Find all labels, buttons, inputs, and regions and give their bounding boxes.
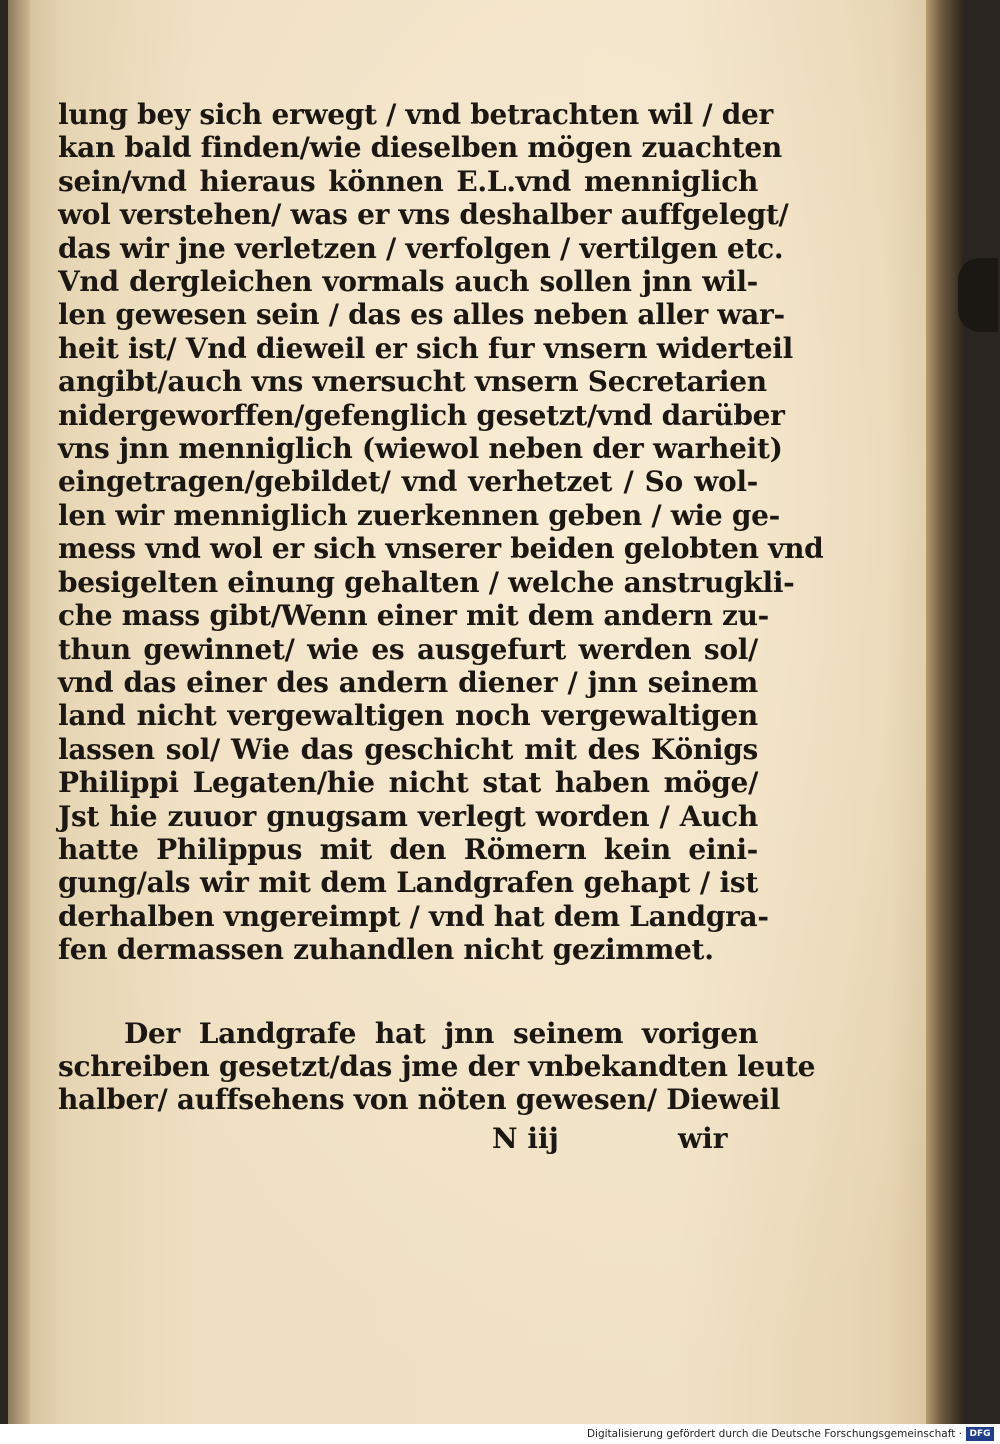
text-line: vnd das einer des andern diener / jnn seinem (58, 665, 758, 699)
text-line: mess vnd wol er sich vnserer beiden gelobten vnd (58, 532, 824, 566)
text-line: kan bald finden/wie dieselben mögen zuachten (58, 131, 782, 165)
text-line: halber/ auffsehens von nöten gewesen/ Dieweil (58, 1083, 781, 1117)
text-line: sein/vnd hieraus können E.L.vnd menniglich (58, 164, 758, 198)
body-text (58, 98, 824, 1117)
signature-mark: N iij (492, 1122, 559, 1155)
digitization-footer (0, 1424, 1000, 1444)
catchword: wir (678, 1122, 728, 1155)
second-paragraph (58, 1016, 816, 1117)
page-gutter (8, 0, 30, 1424)
paper-page (8, 0, 964, 1424)
binding-edge (926, 0, 964, 1424)
text-line: len gewesen sein / das es alles neben aller war- (58, 298, 785, 332)
text-line: Philippi Legaten/hie nicht stat haben möge/ (58, 766, 758, 800)
text-line: len wir menniglich zuerkennen geben / wie ge- (58, 498, 780, 532)
text-line: lung bey sich erwegt / vnd betrachten wil / der (58, 98, 773, 131)
text-line: fen dermassen zuhandlen nicht gezimmet. (58, 933, 714, 967)
text-line: hatte Philippus mit den Römern kein eini- (58, 832, 758, 866)
text-line: heit ist/ Vnd dieweil er sich fur vnsern widerteil (58, 331, 793, 365)
text-line: Der Landgrafe hat jnn seinem vorigen (124, 1016, 758, 1050)
text-line: che mass gibt/Wenn einer mit dem andern zu- (58, 599, 769, 633)
text-line: land nicht vergewaltigen noch vergewaltigen (58, 699, 758, 733)
text-line: thun gewinnet/ wie es ausgefurt werden sol/ (58, 632, 758, 666)
text-line: gung/als wir mit dem Landgrafen gehapt / ist (58, 866, 758, 900)
text-line: schreiben gesetzt/das jme der vnbekandten leute (58, 1049, 816, 1083)
text-line: vns jnn menniglich (wiewol neben der warheit) (58, 432, 783, 466)
text-line: derhalben vngereimpt / vnd hat dem Landgra- (58, 899, 769, 933)
text-line: das wir jne verletzen / verfolgen / vertilgen etc. (58, 231, 784, 265)
text-line: Jst hie zuuor gnugsam verlegt worden / Auch (58, 799, 758, 833)
book-clip (958, 258, 998, 332)
text-line: besigelten einung gehalten / welche anstrugkli- (58, 565, 795, 599)
dfg-logo: DFG (966, 1427, 994, 1441)
text-line: lassen sol/ Wie das geschicht mit des Königs (58, 732, 758, 766)
text-line: angibt/auch vns vnersucht vnsern Secretarien (58, 365, 767, 399)
text-line: wol verstehen/ was er vns deshalber auffgelegt/ (58, 198, 789, 232)
text-line: eingetragen/gebildet/ vnd verhetzet / So wol- (58, 465, 758, 499)
funding-credit: Digitalisierung gefördert durch die Deutsche Forschungsgemeinschaft · (586, 1428, 962, 1440)
text-line: Vnd dergleichen vormals auch sollen jnn wil- (58, 265, 758, 299)
text-line: nidergeworffen/gefenglich gesetzt/vnd darüber (58, 398, 785, 432)
